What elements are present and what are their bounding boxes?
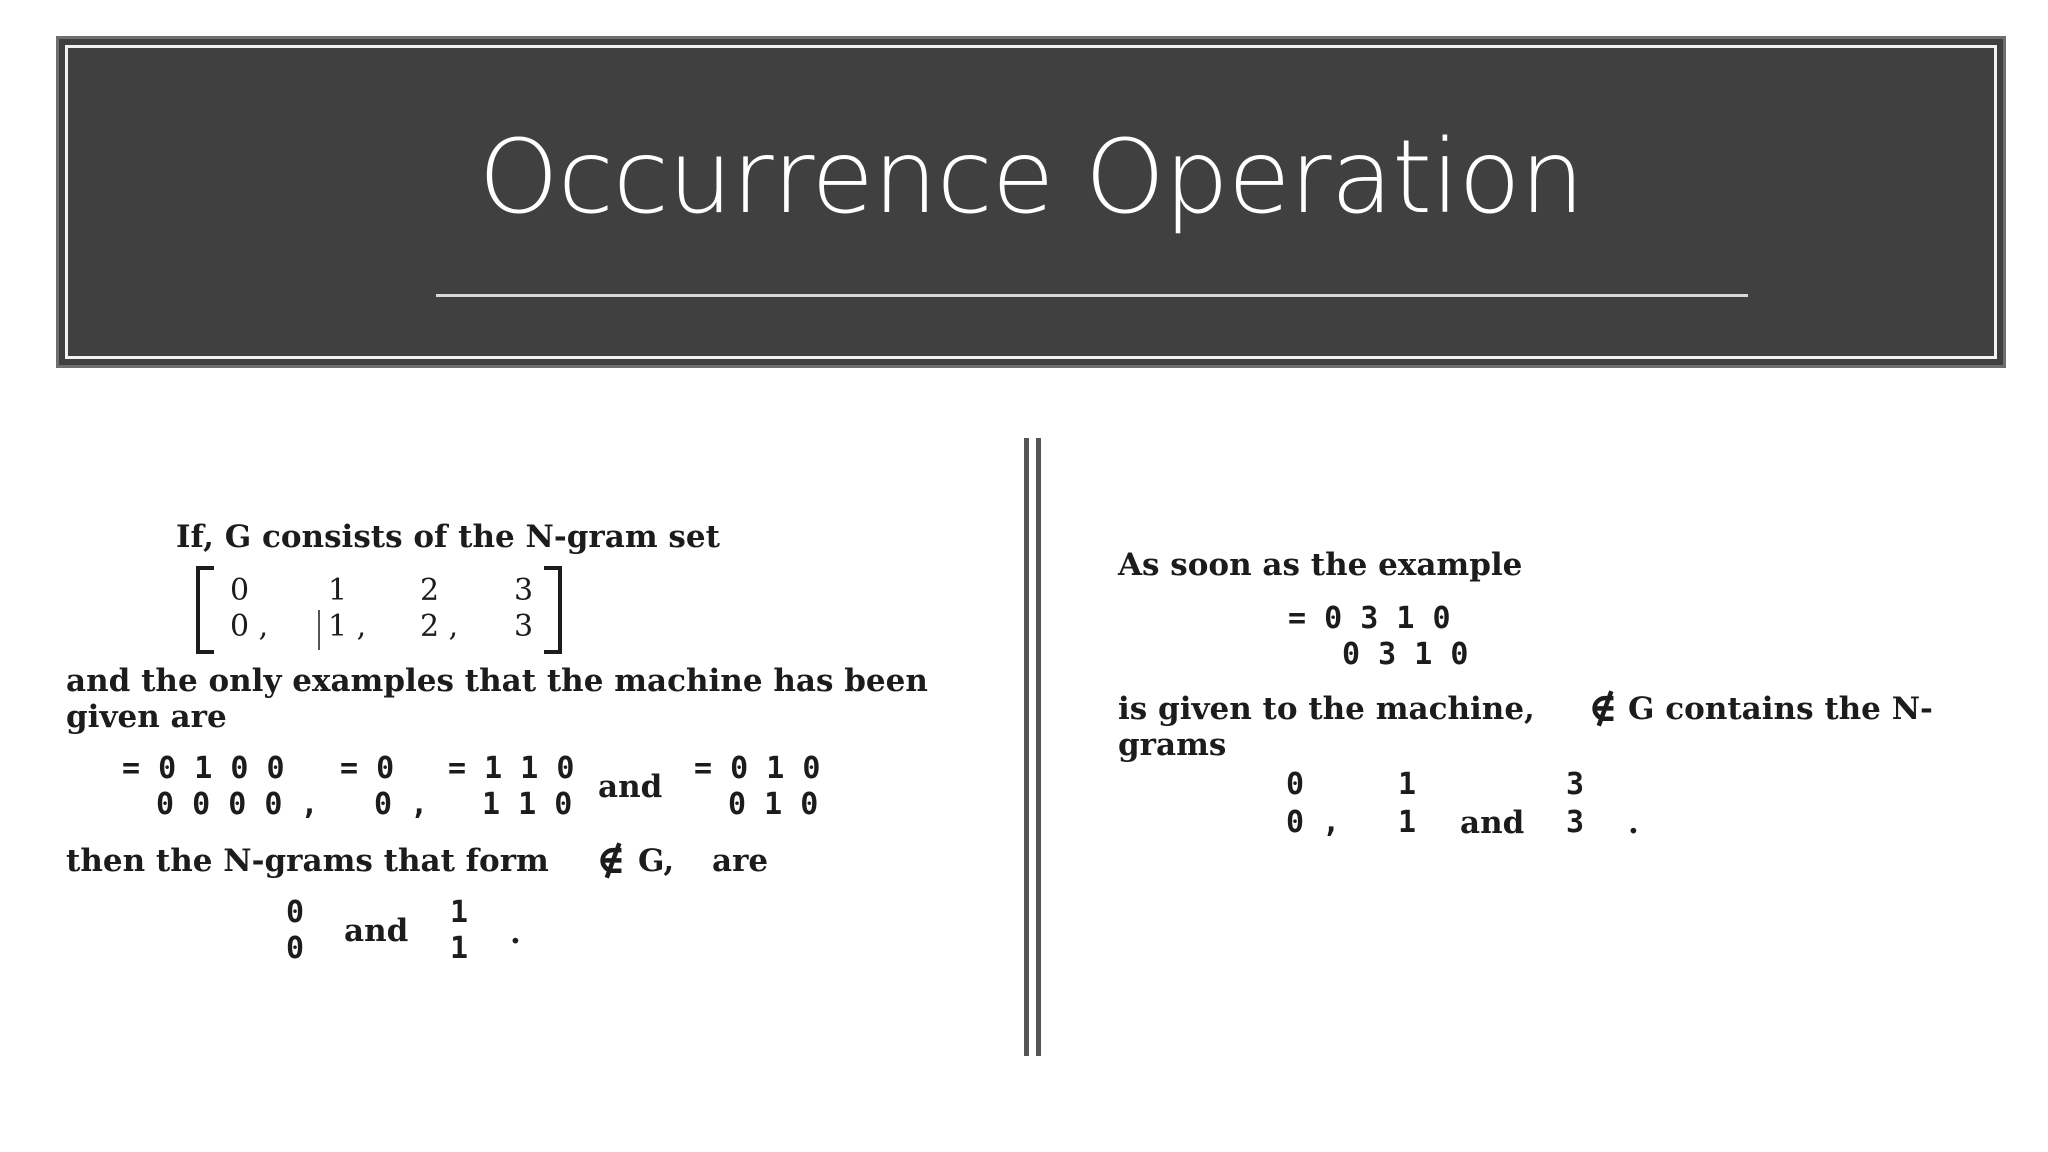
left-line-4-are: are — [712, 843, 769, 879]
right-line-2[interactable]: is given to the machine, — [1118, 691, 1535, 727]
matrix-top-1: 0 — [230, 573, 250, 608]
slide-title[interactable]: Occurrence Operation — [478, 118, 1584, 237]
result-a-bottom: 0 — [286, 931, 305, 966]
result-b-top: 1 — [450, 895, 469, 930]
ngram-c-bottom: 3 — [1566, 805, 1585, 840]
ngrams-period: . — [1628, 805, 1639, 841]
example-1-top: = 0 1 0 0 — [122, 751, 285, 786]
left-line-4[interactable]: then the N-grams that form — [66, 843, 549, 879]
matrix-bottom-3: 2 , — [420, 609, 459, 644]
left-line-2[interactable]: and the only examples that the machine has been — [66, 663, 928, 699]
left-line-3[interactable]: given are — [66, 699, 227, 735]
column-divider — [1024, 438, 1042, 1056]
matrix-left-bracket — [196, 566, 214, 654]
matrix-top-3: 2 — [420, 573, 440, 608]
title-underline — [436, 294, 1748, 297]
example-3-top: = 1 1 0 — [448, 751, 575, 786]
left-line-4-g: G, — [638, 843, 675, 879]
matrix-bottom-1: 0 , — [230, 609, 269, 644]
example-2-top: = 0 — [340, 751, 395, 786]
scan-mark — [318, 610, 320, 650]
result-period: . — [510, 915, 521, 951]
matrix-top-4: 3 — [514, 573, 534, 608]
result-b-bottom: 1 — [450, 931, 469, 966]
matrix-bottom-2: 1 , — [328, 609, 367, 644]
matrix-bottom-4: 3 — [514, 609, 534, 644]
ngram-a-top: 0 — [1286, 767, 1305, 802]
right-line-2b: G contains the N- — [1628, 691, 1933, 727]
example-1-bottom: 0 0 0 0 , — [156, 787, 319, 822]
example-2-bottom: 0 , — [374, 787, 429, 822]
not-in-symbol: ∉ — [596, 836, 626, 883]
result-a-top: 0 — [286, 895, 305, 930]
divider-bar-left — [1024, 438, 1029, 1056]
not-in-symbol-right: ∉ — [1588, 684, 1618, 731]
examples-and: and — [598, 769, 663, 805]
divider-bar-right — [1036, 438, 1041, 1056]
example-3-bottom: 1 1 0 — [482, 787, 573, 822]
matrix-top-2: 1 — [328, 573, 348, 608]
matrix-right-bracket — [544, 566, 562, 654]
ngram-c-top: 3 — [1566, 767, 1585, 802]
right-example-top: = 0 3 1 0 — [1288, 601, 1451, 636]
right-example-bottom: 0 3 1 0 — [1342, 637, 1469, 672]
example-4-top: = 0 1 0 — [694, 751, 821, 786]
result-and: and — [344, 913, 409, 949]
left-intro-text[interactable]: If, G consists of the N-gram set — [176, 519, 720, 555]
example-4-bottom: 0 1 0 — [728, 787, 819, 822]
right-intro-text[interactable]: As soon as the example — [1118, 547, 1523, 583]
right-line-3[interactable]: grams — [1118, 727, 1227, 763]
ngrams-and: and — [1460, 805, 1525, 841]
title-banner — [56, 36, 2006, 368]
ngram-b-bottom: 1 — [1398, 805, 1417, 840]
ngram-b-top: 1 — [1398, 767, 1417, 802]
ngram-a-bottom: 0 , — [1286, 805, 1341, 840]
